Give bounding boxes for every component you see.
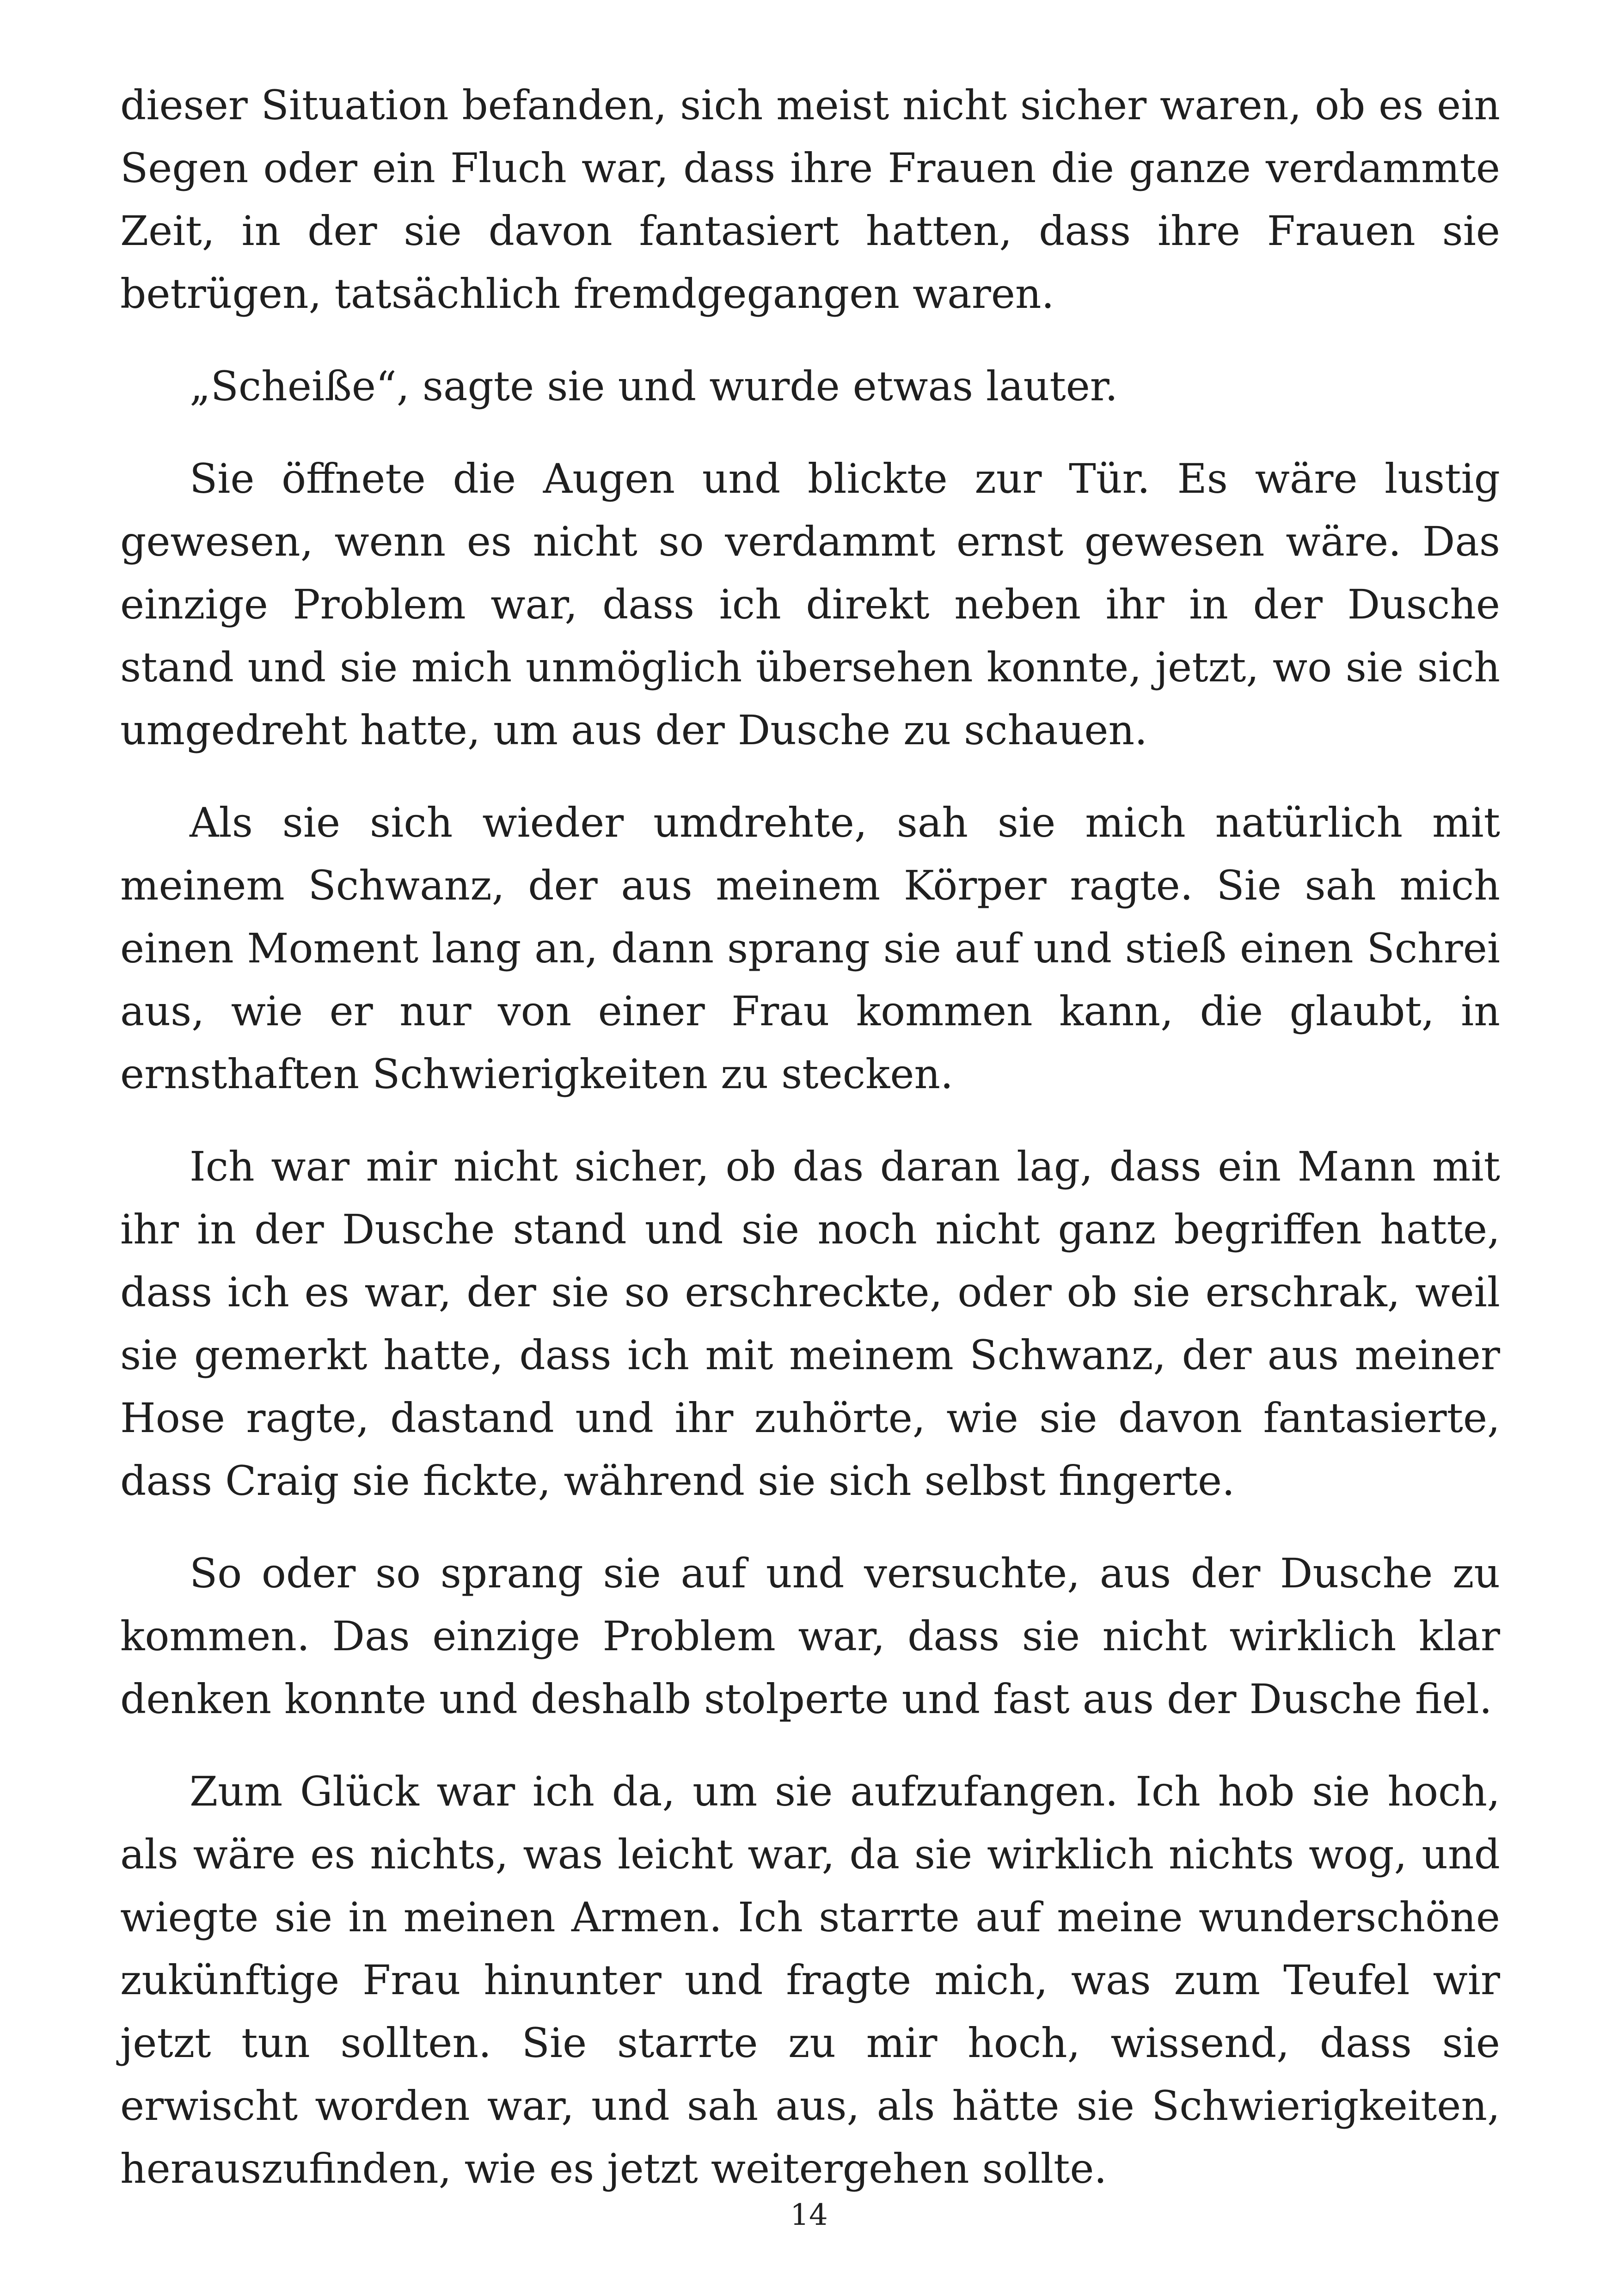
page-body [120, 74, 1500, 2230]
paragraph-2: „Scheiße“, sagte sie und wurde etwas lauter. [190, 362, 1118, 410]
page-number: 14 [790, 2198, 828, 2232]
paragraph-4: Als sie sich wieder umdrehte, sah sie mich natürlich mit meinem Schwanz, der aus meinem Körper ragte. Sie sah mich einen Moment lang an, dann sprang sie auf und stieß einen Schrei aus, wie er nur von einer Frau kommen kann, die glaubt, in ernsthaften Schwierigkeiten zu stecken. [120, 799, 1500, 1098]
paragraph-6: So oder so sprang sie auf und versuchte, aus der Dusche zu kommen. Das einzige Problem war, dass sie nicht wirklich klar denken konnte und deshalb stolperte und fast aus der Dusche fiel. [120, 1549, 1500, 1723]
paragraph-1: dieser Situation befanden, sich meist nicht sicher waren, ob es ein Segen oder ein Fluch war, dass ihre Frauen die ganze verdammte Zeit, in der sie davon fantasiert hatten, dass ihre Frauen sie betrügen, tatsächlich fremdgegangen waren. [120, 81, 1500, 318]
paragraph-3: Sie öffnete die Augen und blickte zur Tür. Es wäre lustig gewesen, wenn es nicht so verdammt ernst gewesen wäre. Das einzige Problem war, dass ich direkt neben ihr in der Dusche stand und sie mich unmöglich übersehen konnte, jetzt, wo sie sich umgedreht hatte, um aus der Dusche zu schauen. [120, 455, 1500, 754]
paragraph-7: Zum Glück war ich da, um sie aufzufangen. Ich hob sie hoch, als wäre es nichts, was leicht war, da sie wirklich nichts wog, und wiegte sie in meinen Armen. Ich starrte auf meine wunderschöne zukünftige Frau hinunter und fragte mich, was zum Teufel wir jetzt tun sollten. Sie starrte zu mir hoch, wissend, dass sie erwischt worden war, und sah aus, als hätte sie Schwierigkeiten, herauszufinden, wie es jetzt weitergehen sollte. [120, 1768, 1500, 2192]
paragraph-5: Ich war mir nicht sicher, ob das daran lag, dass ein Mann mit ihr in der Dusche stand und sie noch nicht ganz begriffen hatte, dass ich es war, der sie so erschreckte, oder ob sie erschrak, weil sie gemerkt hatte, dass ich mit meinem Schwanz, der aus meiner Hose ragte, dastand und ihr zuhörte, wie sie davon fantasierte, dass Craig sie fickte, während sie sich selbst fingerte. [120, 1143, 1500, 1505]
